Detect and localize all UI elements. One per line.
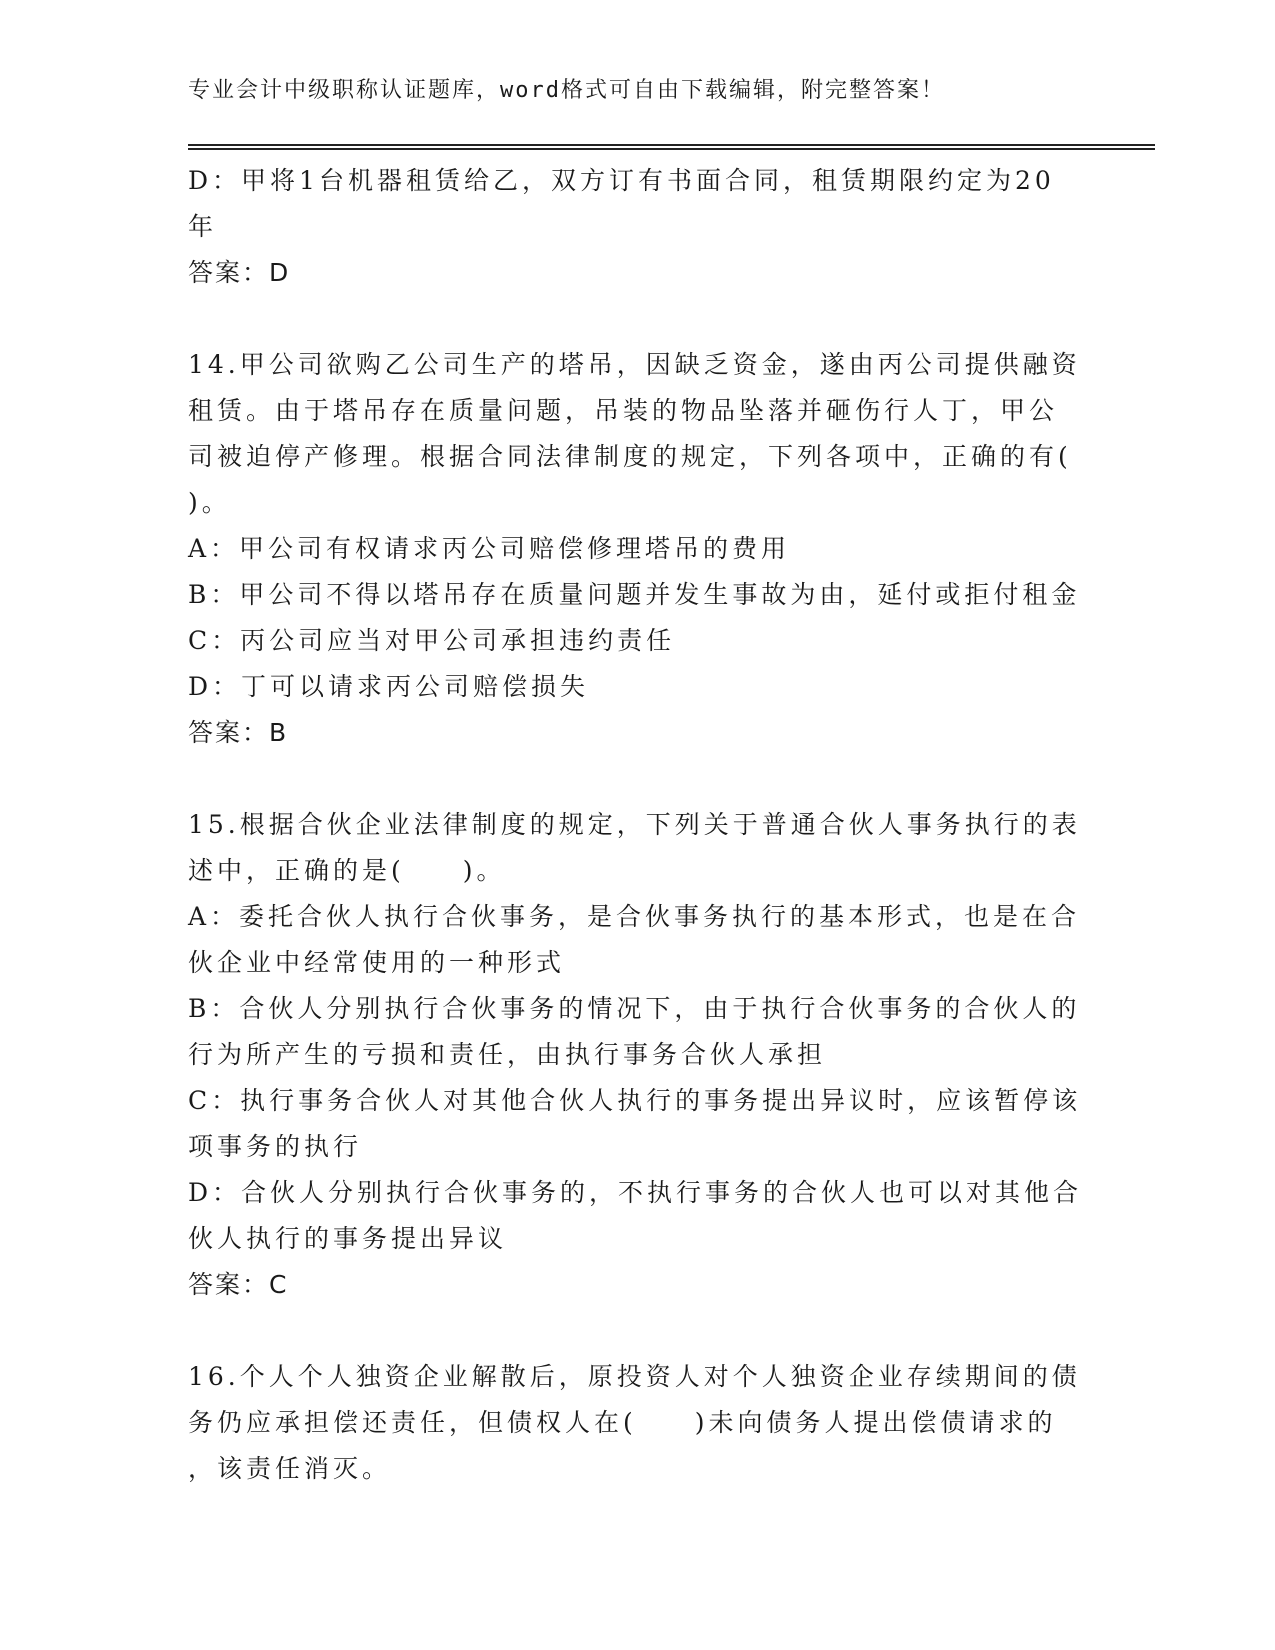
header-divider [188, 144, 1155, 150]
q15-option-d-line1: D：合伙人分别执行合伙事务的，不执行事务的合伙人也可以对其他合 [188, 1178, 1083, 1207]
q15-option-d-line2: 伙人执行的事务提出异议 [188, 1224, 508, 1253]
q16-stem-line3: ，该责任消灭。 [188, 1454, 392, 1483]
spacer [188, 756, 1088, 802]
q14-option-d: D：丁可以请求丙公司赔偿损失 [188, 672, 590, 701]
q14-stem-line1: 14.甲公司欲购乙公司生产的塔吊，因缺乏资金，遂由丙公司提供融资 [188, 350, 1081, 379]
question-13-tail [188, 158, 1088, 296]
q16-stem-line2: 务仍应承担偿还责任，但债权人在( )未向债务人提出偿债请求的 [188, 1408, 1057, 1437]
q14-stem-line4: )。 [188, 488, 231, 517]
q16-stem-line1: 16.个人个人独资企业解散后，原投资人对个人独资企业存续期间的债 [188, 1362, 1081, 1391]
spacer [188, 296, 1088, 342]
question-14 [188, 342, 1088, 756]
q15-answer: 答案：C [188, 1270, 289, 1299]
page-header: 专业会计中级职称认证题库，word格式可自由下载编辑，附完整答案！ [188, 78, 945, 103]
q15-option-b-line2: 行为所产生的亏损和责任，由执行事务合伙人承担 [188, 1040, 827, 1069]
q15-stem-line1: 15.根据合伙企业法律制度的规定，下列关于普通合伙人事务执行的表 [188, 810, 1081, 839]
q14-stem-line2: 租赁。由于塔吊存在质量问题，吊装的物品坠落并砸伤行人丁，甲公 [188, 396, 1059, 425]
q14-stem-line3: 司被迫停产修理。根据合同法律制度的规定，下列各项中，正确的有( [188, 442, 1072, 471]
spacer [188, 1308, 1088, 1354]
q13-answer: 答案：D [188, 258, 291, 287]
q15-option-c-line1: C：执行事务合伙人对其他合伙人执行的事务提出异议时，应该暂停该 [188, 1086, 1082, 1115]
q15-option-b-line1: B：合伙人分别执行合伙事务的情况下，由于执行合伙事务的合伙人的 [188, 994, 1081, 1023]
q13-option-d-line2: 年 [188, 212, 218, 241]
q14-option-b: B：甲公司不得以塔吊存在质量问题并发生事故为由，延付或拒付租金 [188, 580, 1081, 609]
document-body [188, 158, 1088, 1492]
q13-option-d-line1: D：甲将1台机器租赁给乙，双方订有书面合同，租赁期限约定为20 [188, 166, 1055, 195]
q14-option-c: C：丙公司应当对甲公司承担违约责任 [188, 626, 676, 655]
question-16 [188, 1354, 1088, 1492]
q15-stem-line2: 述中，正确的是( )。 [188, 856, 506, 885]
q14-option-a: A：甲公司有权请求丙公司赔偿修理塔吊的费用 [188, 534, 791, 563]
question-15 [188, 802, 1088, 1308]
q14-answer: 答案：B [188, 718, 289, 747]
q15-option-a-line2: 伙企业中经常使用的一种形式 [188, 948, 566, 977]
q15-option-c-line2: 项事务的执行 [188, 1132, 363, 1161]
q15-option-a-line1: A：委托合伙人执行合伙事务，是合伙事务执行的基本形式，也是在合 [188, 902, 1081, 931]
